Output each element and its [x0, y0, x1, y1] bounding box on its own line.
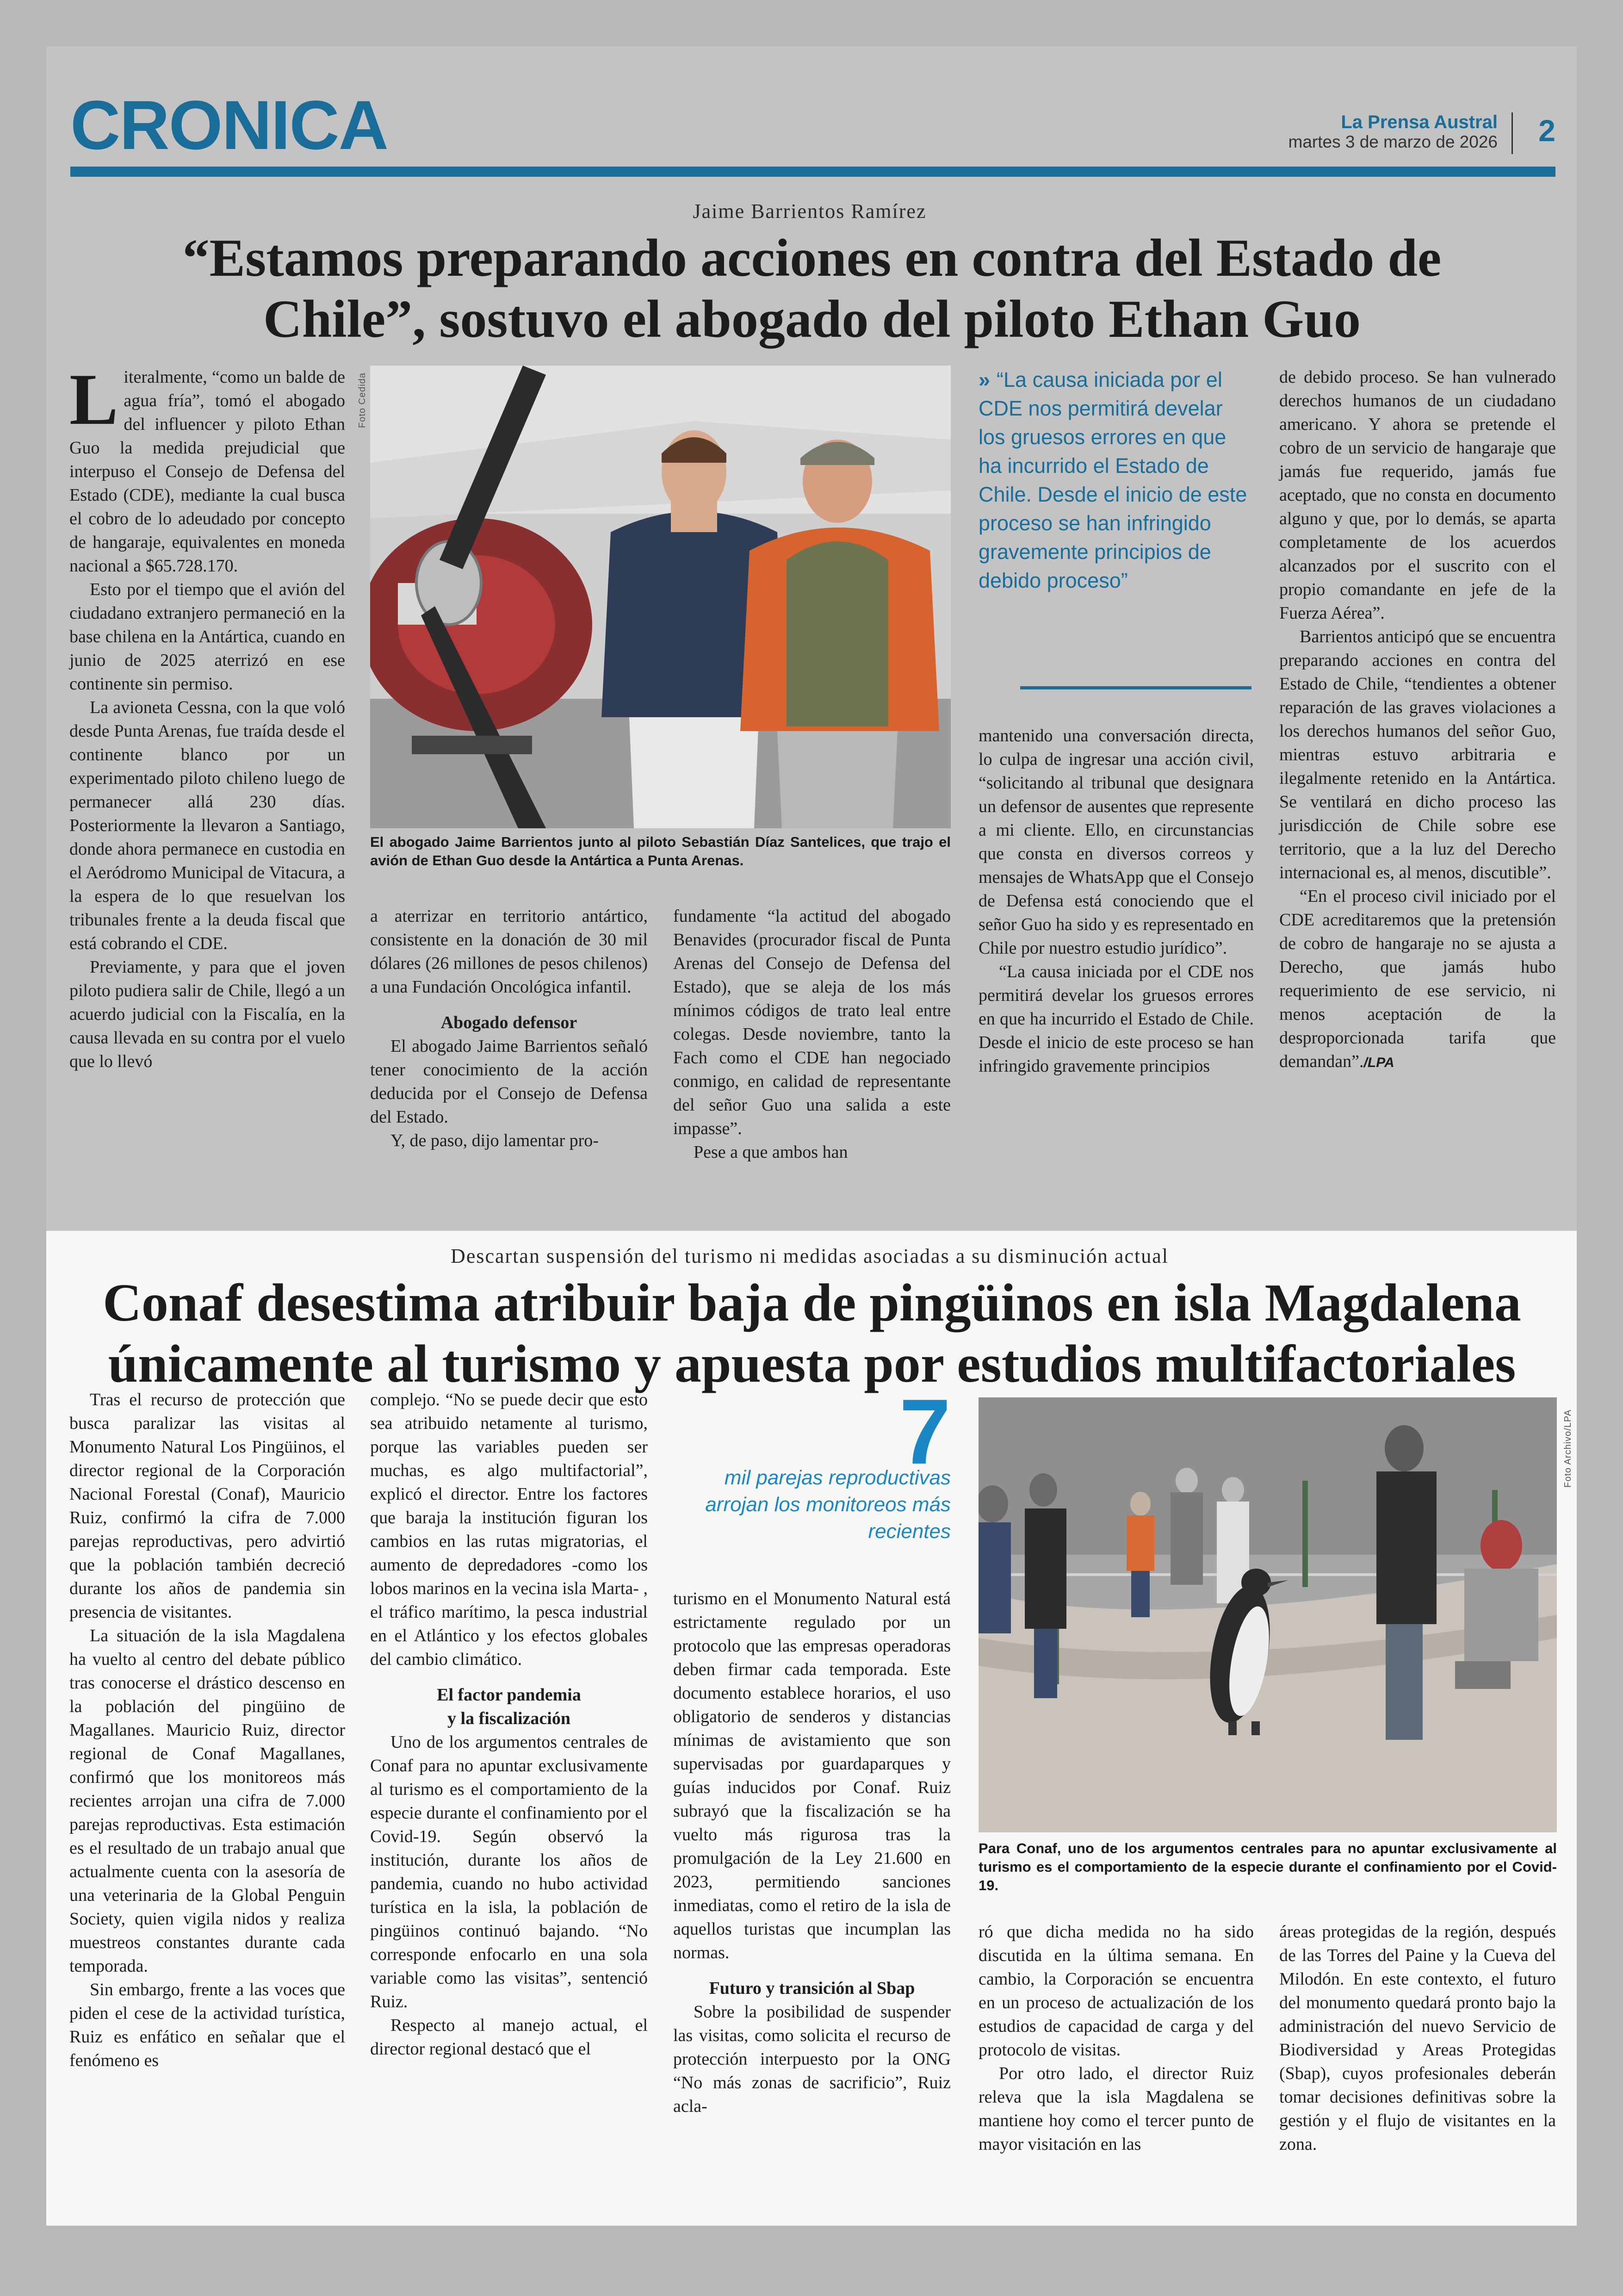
- article2-col2-paragraph-2: Uno de los argumentos centrales de Conaf para no apuntar exclusivamente al turismo es el comportamiento de la especie durante el confinamiento por el Covid-19. Según observó la institución, durante los años de pandemia, cuando no hubo actividad turística en la isla, la población de pingüinos continuó bajando. “No corresponde enfocarlo en una sola variable como las visitas”, sentenció Ruiz.: [370, 1732, 648, 2011]
- article2-col4-paragraph-1: ró que dicha medida no ha sido discutida en la última semana. En cambio, la Corporación se encuentra en un proceso de actualización de los estudios de capacidad de carga y del protocolo de visitas.: [979, 1922, 1254, 2060]
- masthead: [70, 86, 1555, 178]
- article1-signature: /LPA: [1363, 1055, 1394, 1070]
- article1-column-4: [979, 724, 1254, 1078]
- article2-col1-paragraph-3: Sin embargo, frente a las voces que piden el cese de la actividad turística, Ruiz es enfático en señalar que el fenómeno es: [69, 1980, 345, 2070]
- article2-kicker: Descartan suspensión del turismo ni medidas asociadas a su disminución actual: [451, 1245, 1169, 1267]
- article2-col4-paragraph-2: Por otro lado, el director Ruiz releva que la isla Magdalena se mantiene hoy como el tercer punto de mayor visitación en las: [979, 2064, 1254, 2154]
- newspaper-name: La Prensa Austral: [1341, 112, 1498, 132]
- article1-headline-line2: Chile”, sostuvo el abogado del piloto Ethan Guo: [263, 290, 1361, 349]
- article1-col2-paragraph-1: a aterrizar en territorio antártico, consistente en la donación de 30 mil dólares (26 millones de pesos chilenos) a una Fundación Oncológica infantil.: [370, 906, 648, 997]
- pull-quote-arrow-icon: »: [979, 368, 991, 391]
- photo-lawyer-and-pilot-illustration: [370, 366, 951, 828]
- article2-headline-line1: Conaf desestima atribuir baja de pingüinos en isla Magdalena: [103, 1273, 1521, 1333]
- article1-col3-paragraph-2: Pese a que ambos han: [694, 1142, 848, 1162]
- article2-col2-paragraph-3: Respecto al manejo actual, el director regional destacó que el: [370, 2016, 648, 2059]
- article1-subheading-abogado-defensor: Abogado defensor: [440, 1013, 577, 1032]
- article2-col1-paragraph-1: Tras el recurso de protección que busca paralizar las visitas al Monumento Natural Los Pingüinos, el director regional de la Corporación Nacional Forestal (Conaf), Mauricio Ruiz, confirmó la cifra de 7.000 parejas reproductivas, pero advirtió que la población también decreció durante los años de pandemia sin presencia de visitantes.: [69, 1390, 345, 1622]
- article2-subheading-factor-pandemia: El factor pandemia y la fiscalización: [437, 1685, 581, 1728]
- article1-col1-paragraph-1: Literalmente, “como un balde de agua fría”, tomó el abogado del influencer y piloto Ethan Guo la medida prejudicial que interpuso el Consejo de Defensa del Estado (CDE), mediante la cual busca el cobro de lo adeudado por concepto de hangaraje, equivalentes en moneda nacional a $65.728.170.: [69, 359, 345, 576]
- fact-number: 7: [899, 1380, 951, 1483]
- article2-col3-paragraph-1: turismo en el Monumento Natural está estrictamente regulado por un protocolo que las empresas operadoras deben firmar cada temporada. Este documento establece horarios, el uso obligatorio de senderos y distancias mínimas de avistamiento que son supervisadas por guardaparques y guías inducidos por Conaf. Ruiz subrayó que la fiscalización se ha vuelto más rigurosa tras la promulgación de la Ley 21.600 en 2023, permitiendo sanciones inmediatas, como el retiro de la isla de aquellos turistas que incumplan las normas.: [673, 1589, 951, 1962]
- article1-pull-quote: » “La causa iniciada por el CDE nos permitirá develar los gruesos errores en que ha incurrido el Estado de Chile. Desde el inicio de este proceso se han infringido gravemente principios de debido proceso”: [979, 368, 1247, 592]
- article1-col1-paragraph-4: Previamente, y para que el joven piloto pudiera salir de Chile, llegó a un acuerdo judicial con la Fiscalía, en la causa llevada en su contra por el vuelo que lo llevó: [69, 957, 345, 1071]
- article1-col1-paragraph-3: La avioneta Cessna, con la que voló desde Punta Arenas, fue traída desde el continente blanco por un experimentado piloto chileno luego de permanecer allá 230 días. Posteriormente la llevaron a Santiago, donde ahora permanece en custodia en el Aeródromo Municipal de Vitacura, a la espera de lo que resuelvan los tribunales frente a la deuda fiscal que está cobrando el CDE.: [69, 698, 345, 953]
- article1-photo-caption: El abogado Jaime Barrientos junto al piloto Sebastián Díaz Santelices, que trajo el avión de Ethan Guo desde la Antártica a Punta Arenas.: [370, 834, 951, 869]
- article1-col1-paragraph-2: Esto por el tiempo que el avión del ciudadano extranjero permaneció en la base chilena en la Antártica, cuando en junio de 2025 aterrizó en ese continente sin permiso.: [69, 580, 345, 694]
- article2-col1-paragraph-2: La situación de la isla Magdalena ha vuelto al centro del debate público tras conocerse el drástico descenso en la población del pingüino de Magallanes. Mauricio Ruiz, director regional de Conaf Magallanes, confirmó que los monitoreos más recientes arrojan una cifra de 7.000 parejas reproductivas. Esta estimación es el resultado de un trabajo anual que actualmente cuenta con la asesoría de una veterinaria de la Global Penguin Society, quien vigila nidos y realiza muestreos constantes durante cada temporada.: [69, 1626, 345, 1976]
- article1-col4-paragraph-2: “La causa iniciada por el CDE nos permitirá develar los gruesos errores en que ha incurrido el Estado de Chile. Desde el inicio de este proceso se han infringido gravemente principios: [979, 962, 1254, 1076]
- article1-headline-line1: “Estamos preparando acciones en contra del Estado de: [182, 229, 1442, 288]
- section-title: CRONICA: [70, 86, 388, 164]
- article1-col2-paragraph-3: Y, de paso, dijo lamentar pro-: [390, 1131, 599, 1150]
- article2-column-3: [673, 1587, 951, 2118]
- article1-col5-paragraph-1: de debido proceso. Se han vulnerado derechos humanos de un ciudadano americano. Y ahora se pretende el cobro de un servicio de hangaraje que jamás fue requerido, jamás fue aceptado, que no consta en documento alguno y que, por lo demás, se aparta completamente de los acuerdos alcanzados por el suscrito con el propio comandante en jefe de la Fuerza Aérea”.: [1279, 367, 1556, 623]
- article2-column-4: [979, 1920, 1254, 2156]
- fact-description: mil parejas reproductivas arrojan los monitoreos más recientes: [705, 1466, 951, 1543]
- masthead-rule: [70, 167, 1555, 177]
- article2-photo-penguin-tourists: [979, 1397, 1557, 1832]
- photo-penguin-tourists-illustration: [979, 1397, 1557, 1832]
- article1-col2-paragraph-2: El abogado Jaime Barrientos señaló tener conocimiento de la acción deducida por el Consejo de Defensa del Estado.: [370, 1036, 648, 1127]
- article1-col5-paragraph-2: Barrientos anticipó que se encuentra preparando acciones en contra del Estado de Chile, “tendientes a obtener reparación de las graves violaciones a los derechos humanos del señor Guo, mientras estuvo arbitraria e ilegalmente retenido en la Antártica. Se ventilará en dicho proceso las jurisdicción de Chile sobre ese territorio, que a la luz del Derecho internacional es, al menos, discutible”.: [1279, 627, 1556, 882]
- article1-column-1: [69, 359, 345, 1074]
- article2-subheading-futuro-sbap: Futuro y transición al Sbap: [709, 1979, 915, 1998]
- article2-column-5: [1279, 1920, 1556, 2156]
- article2-col3-paragraph-2: Sobre la posibilidad de suspender las visitas, como solicita el recurso de protección interpuesto por la ONG “No más zonas de sacrificio”, Ruiz acla-: [673, 2002, 951, 2116]
- article1-photo-lawyer-and-pilot: [370, 366, 951, 828]
- article1-column-3: [673, 905, 951, 1164]
- article1-photo-credit: Foto Cedida: [357, 372, 367, 428]
- article1-column-2: [370, 905, 648, 1153]
- article2-col2-paragraph-1: complejo. “No se puede decir que esto sea atribuido netamente al turismo, porque las variables pueden ser muchas, es algo multifactorial”, explicó el director. Entre los factores que baraja la institución figuran los cambios en las rutas migratorias, el aumento de depredadores -como los lobos marinos en la vecina isla Marta- , el tráfico marítimo, la pesca industrial en el Atlántico y los efectos globales del cambio climático.: [370, 1390, 648, 1669]
- issue-date: martes 3 de marzo de 2026: [1288, 132, 1498, 151]
- article2-headline-line2: únicamente al turismo y apuesta por estudios multifactoriales: [108, 1334, 1516, 1394]
- article2-headline: [69, 1272, 1555, 1395]
- article1-col3-paragraph-1: fundamente “la actitud del abogado Benavides (procurador fiscal de Punta Arenas del Consejo de Defensa del Estado), que se aleja de los más mínimos códigos de trato leal entre colegas. Desde noviembre, tanto la Fach como el CDE han negociado conmigo, en calidad de representante del señor Guo una salida a este impasse”.: [673, 906, 951, 1138]
- page-number: 2: [1538, 113, 1555, 148]
- drop-cap: L: [69, 359, 118, 440]
- article2-column-2: [370, 1388, 648, 2061]
- article2-column-1: [69, 1388, 345, 2073]
- masthead-divider: [1511, 112, 1513, 154]
- article2-photo-credit: Foto Archivo/LPA: [1563, 1409, 1573, 1488]
- article1-column-5: [1279, 366, 1556, 1074]
- article1-col4-paragraph-1: mantenido una conversación directa, lo culpa de ingresar una acción civil, “solicitando al tribunal que designara un defensor de ausentes que represente a mi cliente. Ello, en circunstancias que consta en diversos correos y mensajes de WhatsApp que el Consejo de Defensa está conociendo que el señor Guo ha sido y es representado en Chile por nuestro estudio jurídico”.: [979, 726, 1254, 958]
- article1-kicker: Jaime Barrientos Ramírez: [693, 200, 927, 223]
- pull-quote-rule: [1020, 686, 1251, 689]
- article2-photo-caption: Para Conaf, uno de los argumentos centrales para no apuntar exclusivamente al turismo es el comportamiento de la especie durante el confinamiento por el Covid-19.: [979, 1840, 1557, 1893]
- article2-col5-paragraph-1: áreas protegidas de la región, después de las Torres del Paine y la Cueva del Milodón. En este contexto, el futuro del monumento quedará pronto bajo la administración del nuevo Servicio de Biodiversidad y Areas Protegidas (Sbap), cuyos profesionales deberán tomar decisiones definitivas sobre la gestión y el flujo de visitantes en la zona.: [1279, 1922, 1556, 2154]
- article1-col5-paragraph-3: “En el proceso civil iniciado por el CDE acreditaremos que la pretensión de cobro de hangaraje no se ajusta a Derecho, que jamás hubo requerimiento de ese servicio, ni menos aceptación de la desproporcionada tarifa que demandan”./LPA: [1279, 887, 1556, 1071]
- article1-headline: [69, 228, 1555, 350]
